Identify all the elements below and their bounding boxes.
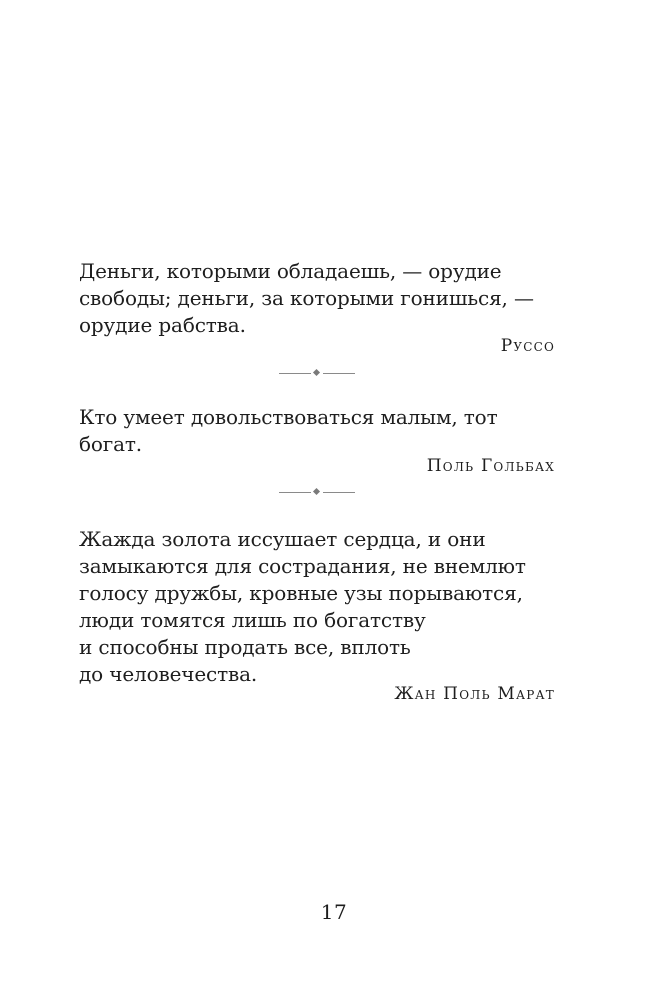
quote-text-marat: Жажда золота иссушает сердца, и они замыкаются для сострадания, не внемлют голосу дружбы, кровные узы порываются, люди томятся лишь по богатству и способны продать все, вплоть до человечества. (79, 527, 526, 686)
ornamental-divider (279, 488, 355, 498)
quote-author-holbach: Поль Гольбах (426, 456, 555, 476)
divider-line-left (279, 492, 311, 493)
quote-text-rousseau: Деньги, которыми обладаешь, — орудие свободы; деньги, за которыми гонишься, — орудие рабства. (79, 259, 534, 337)
diamond-ornament-icon (313, 488, 320, 495)
ornamental-divider (279, 369, 355, 379)
quote-text-holbach: Кто умеет довольствоваться малым, тот богат. (79, 405, 498, 456)
page-number: 17 (320, 900, 348, 924)
quote-author-marat: Жан Поль Марат (394, 684, 555, 704)
diamond-ornament-icon (313, 369, 320, 376)
divider-line-right (323, 373, 355, 374)
quote-author-rousseau: Руссо (500, 336, 555, 356)
divider-line-left (279, 373, 311, 374)
divider-line-right (323, 492, 355, 493)
